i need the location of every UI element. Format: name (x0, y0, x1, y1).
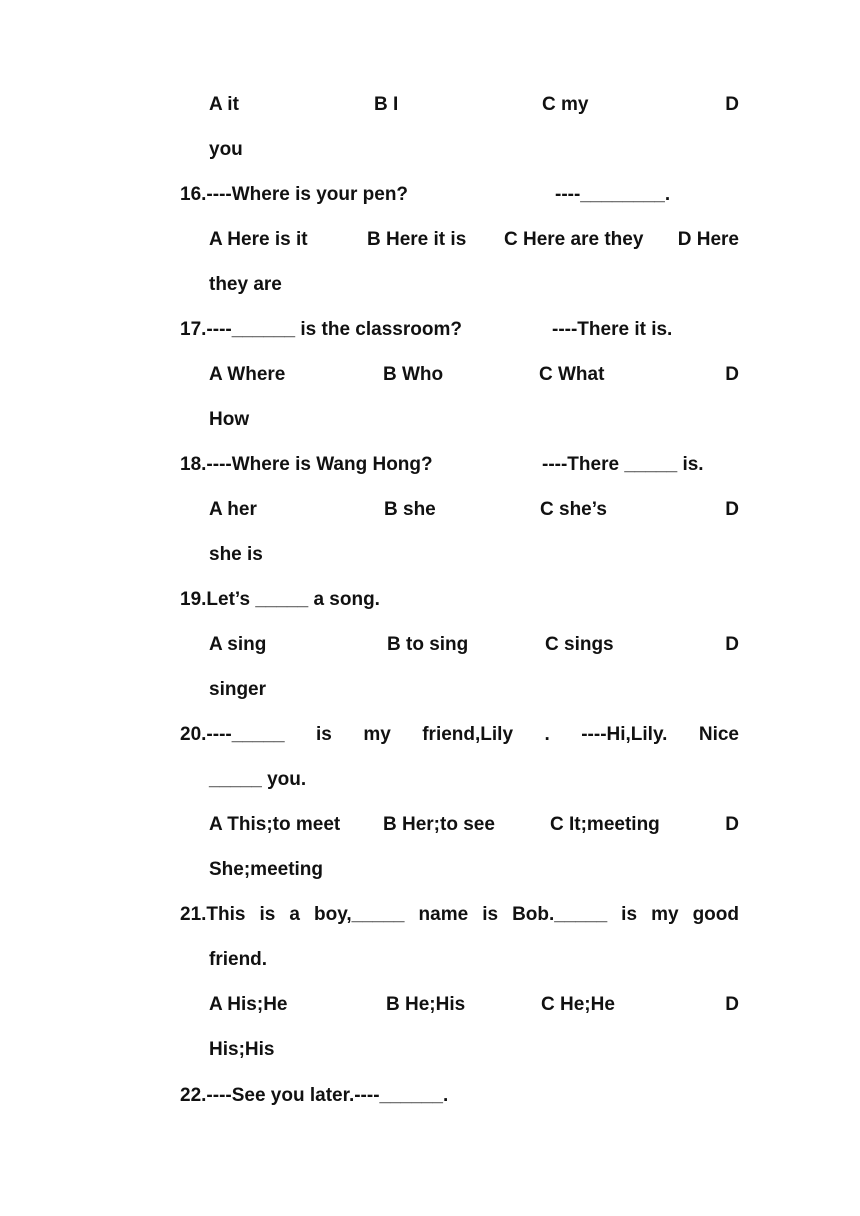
option-d-wrap: she is (209, 544, 263, 565)
option-b: B Her;to see (383, 814, 495, 835)
answer-line: ----________. (555, 184, 671, 205)
option-a: A it (209, 94, 239, 115)
option-a: A sing (209, 634, 267, 655)
answer-line: ----There _____ is. (542, 454, 704, 475)
question-stem (180, 183, 739, 207)
question-text-cont: _____ you. (209, 769, 307, 790)
option-b: B Who (383, 364, 444, 385)
option-d-wrap: singer (209, 679, 267, 700)
options-row (209, 228, 739, 252)
options-row (209, 633, 739, 657)
option-b: B she (384, 499, 436, 520)
option-d: D (725, 499, 739, 520)
option-a: A This;to meet (209, 814, 341, 835)
question-stem (180, 453, 739, 477)
options-row (209, 813, 739, 837)
option-a: A His;He (209, 994, 288, 1015)
question-text: 20.----_____ is my friend,Lily . ----Hi,Lily. Nice (180, 724, 739, 745)
option-c: C Here are they (504, 229, 644, 250)
answer-line: ----There it is. (552, 319, 673, 340)
option-d-wrap: She;meeting (209, 859, 324, 880)
option-c: C sings (545, 634, 614, 655)
option-d-wrap: How (209, 409, 250, 430)
option-d: D (725, 994, 739, 1015)
option-a: A Here is it (209, 229, 308, 250)
option-d: D (725, 364, 739, 385)
option-b: B Here it is (367, 229, 467, 250)
option-d-wrap: they are (209, 274, 282, 295)
option-b: B I (374, 94, 399, 115)
question-text: 21.This is a boy,_____ name is Bob._____ is my good (180, 904, 739, 925)
question-text: 18.----Where is Wang Hong? (180, 454, 433, 475)
option-b: B He;His (386, 994, 466, 1015)
options-row (209, 363, 739, 387)
option-d: D Here (677, 229, 739, 250)
option-b: B to sing (387, 634, 469, 655)
question-text: 17.----______ is the classroom? (180, 319, 462, 340)
question-text: 19.Let’s _____ a song. (180, 589, 380, 610)
options-row (209, 498, 739, 522)
option-c: C He;He (541, 994, 615, 1015)
option-a: A Where (209, 364, 286, 385)
option-c: C What (539, 364, 605, 385)
option-c: C my (542, 94, 589, 115)
option-d: D (725, 94, 739, 115)
question-stem (180, 318, 739, 342)
option-c: C It;meeting (550, 814, 660, 835)
option-d: D (725, 634, 739, 655)
option-d-wrap: you (209, 139, 243, 160)
options-row (209, 993, 739, 1017)
option-c: C she’s (540, 499, 607, 520)
question-text-cont: friend. (209, 949, 268, 970)
question-text: 16.----Where is your pen? (180, 184, 409, 205)
question-text: 22.----See you later.----______. (180, 1085, 449, 1106)
option-d: D (725, 814, 739, 835)
option-d-wrap: His;His (209, 1039, 275, 1060)
option-a: A her (209, 499, 257, 520)
options-row (209, 93, 739, 117)
